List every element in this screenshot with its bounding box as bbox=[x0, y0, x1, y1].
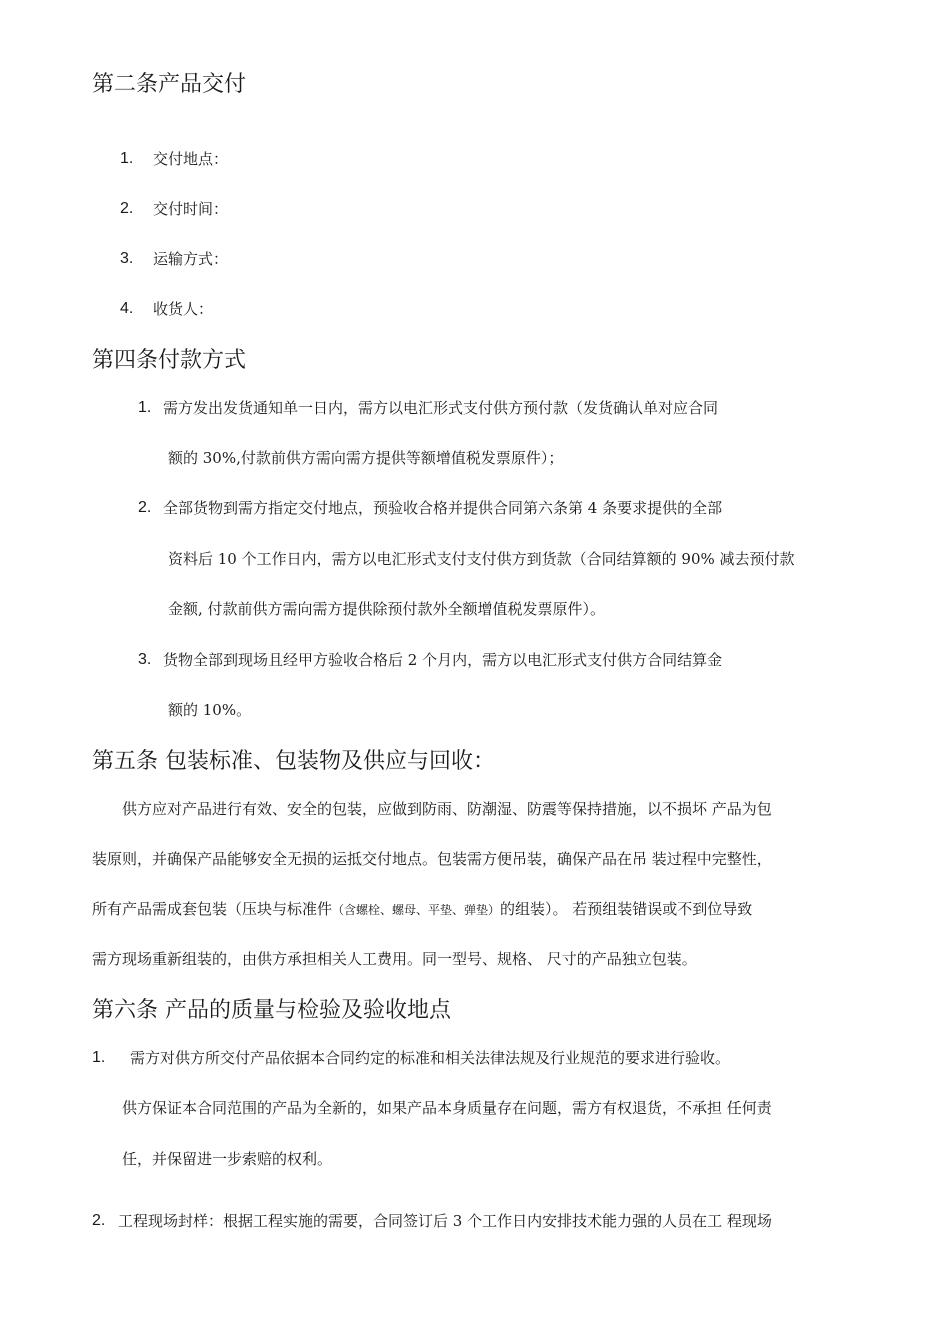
article5-heading: 第五条 包装标准、包装物及供应与回收： bbox=[92, 749, 495, 774]
article6-item-1-number: 1. bbox=[92, 1049, 106, 1066]
article4-item-2-line-2: 资料后 10 个工作日内，需方以电汇形式支付支付供方到货款（合同结算额的 90% 减去预付款 bbox=[168, 550, 795, 568]
article2-item-4-number: 4. bbox=[120, 300, 134, 317]
article2-item-3-number: 3. bbox=[120, 250, 134, 267]
article5-paragraph-line-3 bbox=[92, 902, 752, 917]
article4-item-3-number: 3. bbox=[138, 651, 152, 668]
article4-item-3-line-1: 货物全部到现场且经甲方验收合格后 2 个月内，需方以电汇形式支付供方合同结算金 bbox=[163, 651, 723, 669]
article4-item-1-line-2: 额的 30%,付款前供方需向需方提供等额增值税发票原件）； bbox=[168, 449, 564, 467]
article6-item-2-number: 2. bbox=[92, 1212, 106, 1229]
article2-item-1-number: 1. bbox=[120, 150, 134, 167]
article2-item-2-number: 2. bbox=[120, 200, 134, 217]
article2-item-2-text: 交付时间： bbox=[153, 200, 229, 218]
article2-item-3-text: 运输方式： bbox=[153, 250, 229, 268]
article2-item-1-text: 交付地点： bbox=[153, 150, 229, 168]
article4-item-2-line-1: 全部货物到需方指定交付地点，预验收合格并提供合同第六条第 4 条要求提供的全部 bbox=[163, 499, 723, 517]
article4-item-1-number: 1. bbox=[138, 399, 152, 416]
article4-item-1-line-1: 需方发出发货通知单一日内，需方以电汇形式支付供方预付款（发货确认单对应合同 bbox=[163, 399, 719, 417]
article4-item-2-number: 2. bbox=[138, 499, 152, 516]
article2-heading: 第二条产品交付 bbox=[92, 72, 247, 97]
article5-line3-end: 的组装）。 若预组装错误或不到位导致 bbox=[500, 900, 753, 918]
article4-heading: 第四条付款方式 bbox=[92, 348, 247, 373]
article5-paragraph-line-2: 装原则，并确保产品能够安全无损的运抵交付地点。包装需方便吊装，确保产品在吊 装过程中完整性， bbox=[92, 850, 772, 868]
article2-item-4-text: 收货人： bbox=[153, 300, 214, 318]
article6-item-2-text: 工程现场封样：根据工程实施的需要，合同签订后 3 个工作日内安排技术能力强的人员在工 程现场 bbox=[118, 1212, 772, 1230]
article6-item-1-line-2: 供方保证本合同范围的产品为全新的，如果产品本身质量存在问题，需方有权退货，不承担 任何责 bbox=[122, 1099, 772, 1117]
article6-heading: 第六条 产品的质量与检验及验收地点 bbox=[92, 998, 451, 1023]
article5-line3-start: 所有产品需成套包装（压块与标准件 bbox=[92, 900, 333, 918]
article4-item-2-line-3: 金额, 付款前供方需向需方提供除预付款外全额增值税发票原件）。 bbox=[168, 600, 606, 618]
article5-paragraph-line-4: 需方现场重新组装的，由供方承担相关人工费用。同一型号、规格、 尺寸的产品独立包装。 bbox=[92, 950, 697, 968]
article5-paragraph-line-1: 供方应对产品进行有效、安全的包装，应做到防雨、防潮湿、防震等保持措施，以不损坏 产品为包 bbox=[122, 800, 772, 818]
article6-item-1-line-3: 任，并保留进一步索赔的权利。 bbox=[122, 1150, 333, 1168]
article4-item-3-line-2: 额的 10%。 bbox=[168, 701, 252, 719]
article6-item-1-line-1: 需方对供方所交付产品依据本合同约定的标准和相关法律法规及行业规范的要求进行验收。 bbox=[130, 1049, 731, 1067]
article5-line3-parenthetical: （含螺栓、螺母、平垫、弹垫） bbox=[332, 903, 501, 917]
